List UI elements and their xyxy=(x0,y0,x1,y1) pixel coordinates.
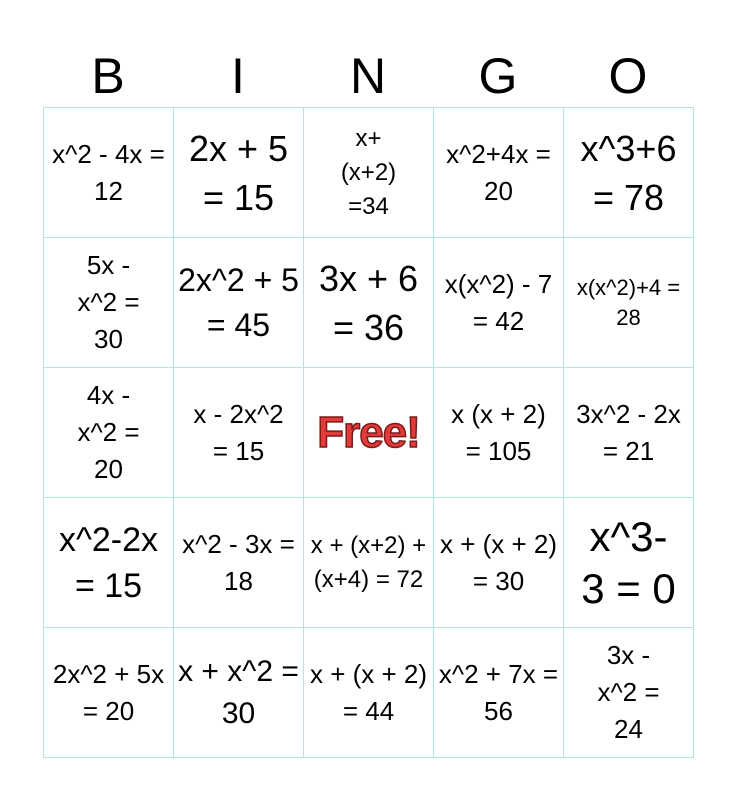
bingo-cell[interactable] xyxy=(44,368,174,498)
cell-text: x^2 - 3x = 18 xyxy=(182,528,295,596)
cell-text: x^3+6 = 78 xyxy=(580,127,677,218)
bingo-cell[interactable] xyxy=(44,498,174,628)
cell-text: x + x^2 = 30 xyxy=(178,654,299,730)
cell-text: x^2-2x = 15 xyxy=(58,520,159,605)
bingo-header xyxy=(43,47,693,105)
cell-text: x^2 + 7x = 56 xyxy=(438,658,559,726)
bingo-cell[interactable] xyxy=(564,238,694,368)
bingo-cell[interactable] xyxy=(44,108,174,238)
free-space[interactable] xyxy=(304,368,434,498)
bingo-cell[interactable] xyxy=(304,628,434,758)
cell-text: 3x - x^2 = 24 xyxy=(597,640,660,744)
cell-text: 3x + 6 = 36 xyxy=(318,257,419,348)
cell-text: x^2 - 4x = 12 xyxy=(52,138,165,206)
cell-text: x^3- 3 = 0 xyxy=(581,512,676,612)
cell-text: x+ (x+2) =34 xyxy=(340,124,397,220)
cell-text: x(x^2)+4 = 28 xyxy=(576,274,681,330)
bingo-cell[interactable] xyxy=(434,238,564,368)
bingo-cell[interactable] xyxy=(44,628,174,758)
bingo-cell[interactable] xyxy=(434,628,564,758)
cell-text: x + (x + 2) = 30 xyxy=(439,528,558,596)
bingo-cell[interactable] xyxy=(304,498,434,628)
bingo-cell[interactable] xyxy=(434,368,564,498)
cell-text: x - 2x^2 = 15 xyxy=(193,398,284,466)
cell-text: x + (x + 2) = 44 xyxy=(309,658,428,726)
cell-text: x (x + 2) = 105 xyxy=(451,398,546,466)
free-label: Free! xyxy=(317,407,420,457)
cell-text: 3x^2 - 2x = 21 xyxy=(576,398,681,466)
header-letter-g: G xyxy=(478,48,518,104)
bingo-cell[interactable] xyxy=(304,108,434,238)
bingo-cell[interactable] xyxy=(174,628,304,758)
header-letter-n: N xyxy=(349,48,387,104)
bingo-cell[interactable] xyxy=(434,108,564,238)
cell-text: 4x - x^2 = 20 xyxy=(77,380,140,484)
bingo-cell[interactable] xyxy=(564,108,694,238)
bingo-board xyxy=(43,107,694,758)
bingo-cell[interactable] xyxy=(304,238,434,368)
cell-text: x + (x+2) + (x+4) = 72 xyxy=(310,531,427,593)
bingo-cell[interactable] xyxy=(44,238,174,368)
bingo-cell[interactable] xyxy=(174,368,304,498)
cell-text: x^2+4x = 20 xyxy=(446,138,551,206)
bingo-cell[interactable] xyxy=(174,498,304,628)
bingo-cell[interactable] xyxy=(434,498,564,628)
bingo-cell[interactable] xyxy=(174,108,304,238)
header-letter-o: O xyxy=(608,48,648,104)
cell-text: 2x + 5 = 15 xyxy=(188,127,289,218)
cell-text: 2x^2 + 5 = 45 xyxy=(178,261,299,343)
cell-text: 5x - x^2 = 30 xyxy=(77,250,140,354)
bingo-cell[interactable] xyxy=(174,238,304,368)
cell-text: x(x^2) - 7 = 42 xyxy=(444,268,553,336)
bingo-cell[interactable] xyxy=(564,368,694,498)
header-letter-b: B xyxy=(91,48,125,104)
cell-text: 2x^2 + 5x = 20 xyxy=(52,658,165,726)
bingo-cell[interactable] xyxy=(564,628,694,758)
header-letter-i: I xyxy=(231,48,245,104)
bingo-cell[interactable] xyxy=(564,498,694,628)
